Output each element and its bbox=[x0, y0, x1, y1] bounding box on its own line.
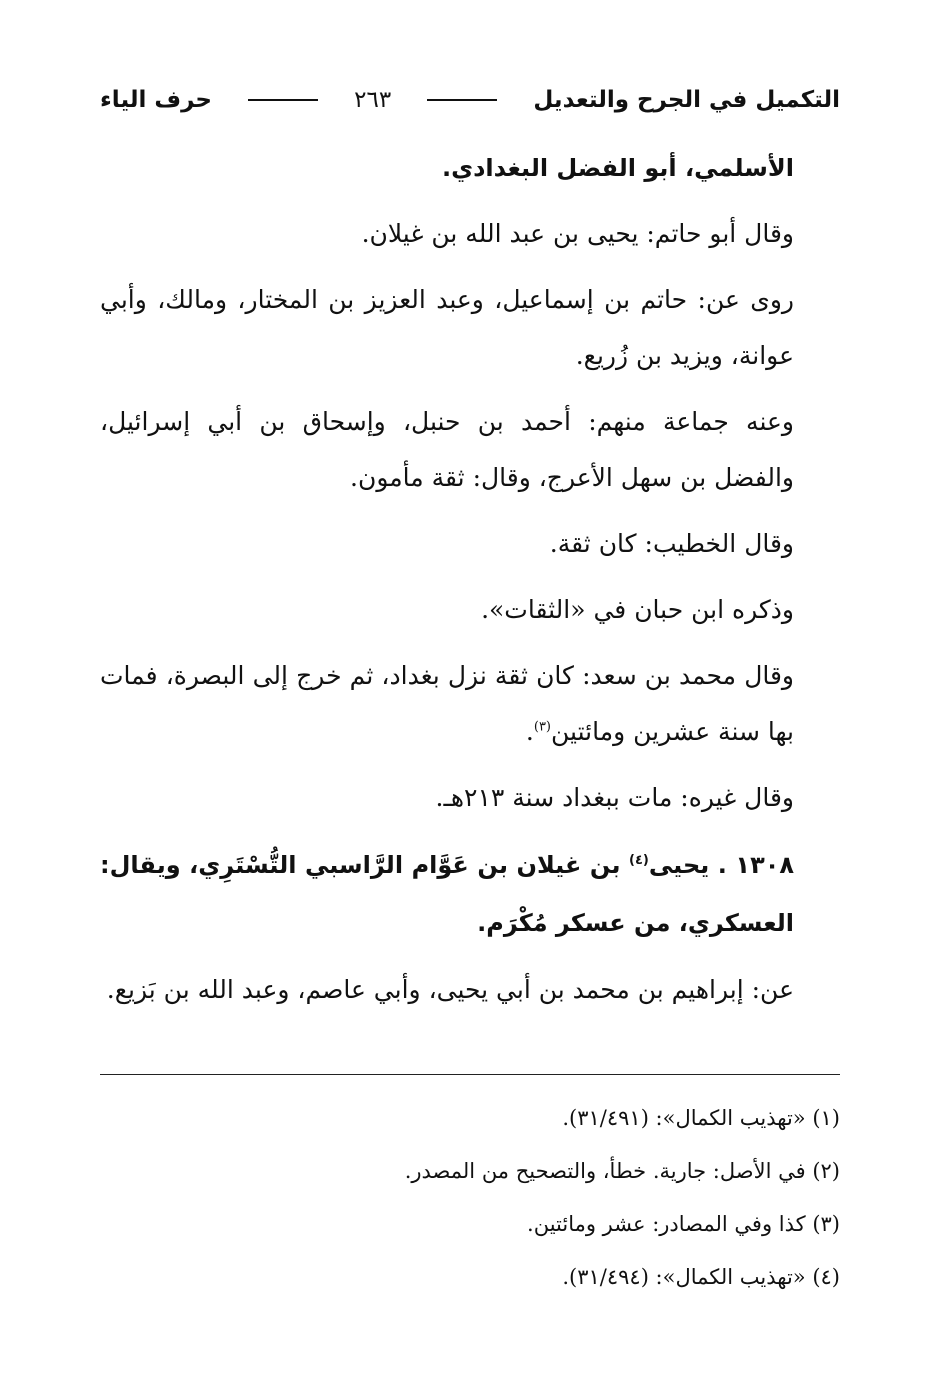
header-rule bbox=[248, 99, 318, 101]
paragraph: وعنه جماعة منهم: أحمد بن حنبل، وإسحاق بن أبي إسرائيل، والفضل بن سهل الأعرج، وقال: ثقة مأمون. bbox=[100, 407, 794, 492]
paragraph: وقال غيره: مات ببغداد سنة ٢١٣هـ. bbox=[435, 783, 794, 812]
entry-name-rest: بن غيلان بن عَوَّام الرَّاسبي التُّسْتَرِي، ويقال: العسكري، من عسكر مُكْرَم. bbox=[100, 851, 794, 937]
book-page bbox=[100, 70, 840, 1330]
header-rule bbox=[427, 99, 497, 101]
entry-name: يحيى bbox=[648, 851, 710, 879]
main-text bbox=[100, 140, 840, 1018]
paragraph: وذكره ابن حبان في «الثقات». bbox=[481, 595, 794, 624]
footnote-ref: (٤) bbox=[629, 853, 649, 868]
entry-number: ١٣٠٨ bbox=[735, 851, 795, 879]
paragraph-text: وقال محمد بن سعد: كان ثقة نزل بغداد، ثم خرج إلى البصرة، فمات بها سنة عشرين ومائتين bbox=[100, 661, 794, 746]
paragraph: وقال أبو حاتم: يحيى بن عبد الله بن غيلان. bbox=[361, 219, 794, 248]
section-title: حرف الياء bbox=[100, 87, 212, 113]
footnotes bbox=[100, 1092, 840, 1304]
paragraph bbox=[100, 648, 840, 760]
footnote-divider bbox=[100, 1074, 840, 1075]
book-title: التكميل في الجرح والتعديل bbox=[533, 87, 840, 113]
footnote-ref: (٣) bbox=[533, 719, 551, 735]
paragraph: وقال الخطيب: كان ثقة. bbox=[549, 529, 794, 558]
footnote: (١) «تهذيب الكمال»: (٣١/٤٩١). bbox=[562, 1106, 840, 1130]
paragraph: عن: إبراهيم بن محمد بن أبي يحيى، وأبي عاصم، وعبد الله بن بَزيع. bbox=[106, 975, 794, 1004]
entry-heading: ١٣٠٨ . يحيى$^{(٤)}$ بن غيلان بن عَوَّام الرَّاسبي التُّسْتَرِي، ويقال: العسكري، من عسكر مُكْرَم. bbox=[100, 851, 795, 937]
running-header bbox=[100, 80, 840, 120]
entry-continuation: الأسلمي، أبو الفضل البغدادي. bbox=[441, 154, 794, 182]
footnote: (٣) كذا وفي المصادر: عشر ومائتين. bbox=[527, 1212, 840, 1236]
page-number: ٢٦٣ bbox=[354, 87, 392, 113]
paragraph: روى عن: حاتم بن إسماعيل، وعبد العزيز بن المختار، ومالك، وأبي عوانة، ويزيد بن زُريع. bbox=[100, 285, 794, 370]
footnote: (٢) في الأصل: جارية. خطأ، والتصحيح من المصدر. bbox=[404, 1159, 840, 1183]
footnote: (٤) «تهذيب الكمال»: (٣١/٤٩٤). bbox=[562, 1265, 840, 1289]
paragraph-end: . bbox=[525, 717, 534, 746]
